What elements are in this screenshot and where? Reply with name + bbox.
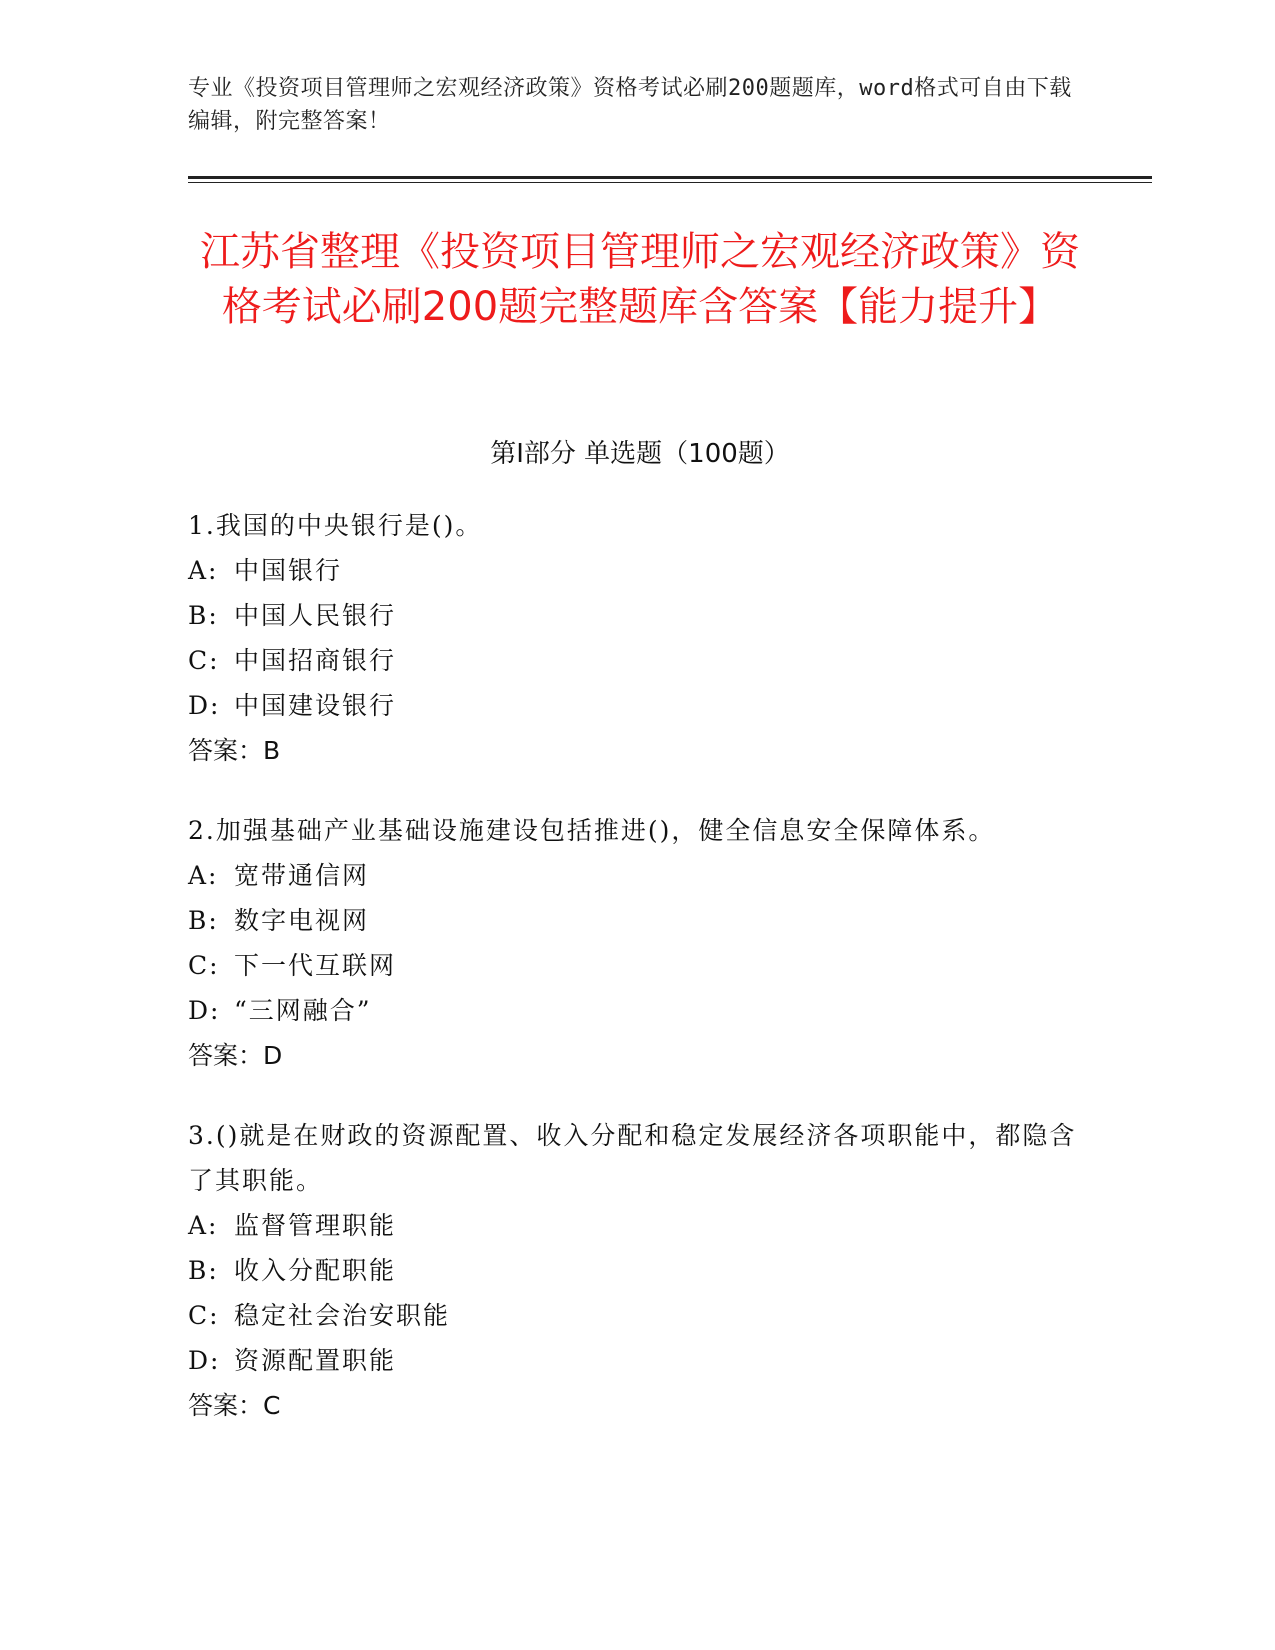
option-d [188,1338,1088,1383]
option-label: C: [188,1301,220,1330]
header-rule-thin [188,182,1152,183]
answer-value: D [263,1041,283,1070]
answer-line [188,1383,1088,1428]
option-text: 宽带通信网 [234,861,370,890]
option-text: 中国建设银行 [234,691,397,720]
option-d [188,988,1088,1033]
option-a [188,548,1088,593]
option-c [188,943,1088,988]
option-a [188,1203,1088,1248]
option-b [188,1248,1088,1293]
option-text: 中国人民银行 [234,601,397,630]
question-stem: 2.加强基础产业基础设施建设包括推进()，健全信息安全保障体系。 [188,816,996,845]
answer-prefix: 答案： [188,736,264,765]
option-label: C: [188,951,220,980]
option-label: B: [188,601,219,630]
option-d [188,683,1088,728]
option-label: A: [188,1211,219,1240]
answer-line [188,728,1088,773]
option-label: A: [188,556,219,585]
option-b [188,593,1088,638]
option-text: 监督管理职能 [234,1211,397,1240]
answer-value: B [263,736,281,765]
option-a [188,853,1088,898]
document-title: 江苏省整理《投资项目管理师之宏观经济政策》资格考试必刷200题完整题库含答案【能力提升】 [200,229,1080,330]
option-b [188,898,1088,943]
option-label: C: [188,646,220,675]
option-label: D: [188,1346,221,1375]
answer-prefix: 答案： [188,1041,264,1070]
option-c [188,1293,1088,1338]
question-1 [188,503,1088,773]
question-2 [188,808,1088,1078]
option-text: 下一代互联网 [234,951,397,980]
option-label: D: [188,996,221,1025]
option-c [188,638,1088,683]
option-text: 资源配置职能 [234,1346,397,1375]
section-heading: 第I部分 单选题（100题） [490,439,790,469]
option-text: 稳定社会治安职能 [234,1301,451,1330]
header-rule-thick [188,176,1152,179]
answer-line [188,1033,1088,1078]
option-text: 数字电视网 [234,906,370,935]
option-text: “三网融合” [234,996,372,1025]
option-label: B: [188,906,219,935]
answer-prefix: 答案： [188,1391,264,1420]
option-text: 收入分配职能 [234,1256,397,1285]
option-label: D: [188,691,221,720]
option-label: A: [188,861,219,890]
question-3 [188,1113,1088,1428]
answer-value: C [263,1391,281,1420]
question-stem: 3.()就是在财政的资源配置、收入分配和稳定发展经济各项职能中，都隐含了其职能。 [188,1121,1077,1195]
option-text: 中国招商银行 [234,646,397,675]
option-text: 中国银行 [234,556,343,585]
option-label: B: [188,1256,219,1285]
header-note: 专业《投资项目管理师之宏观经济政策》资格考试必刷200题题库，word格式可自由下载编辑，附完整答案！ [188,76,1072,134]
question-stem: 1.我国的中央银行是()。 [188,511,483,540]
